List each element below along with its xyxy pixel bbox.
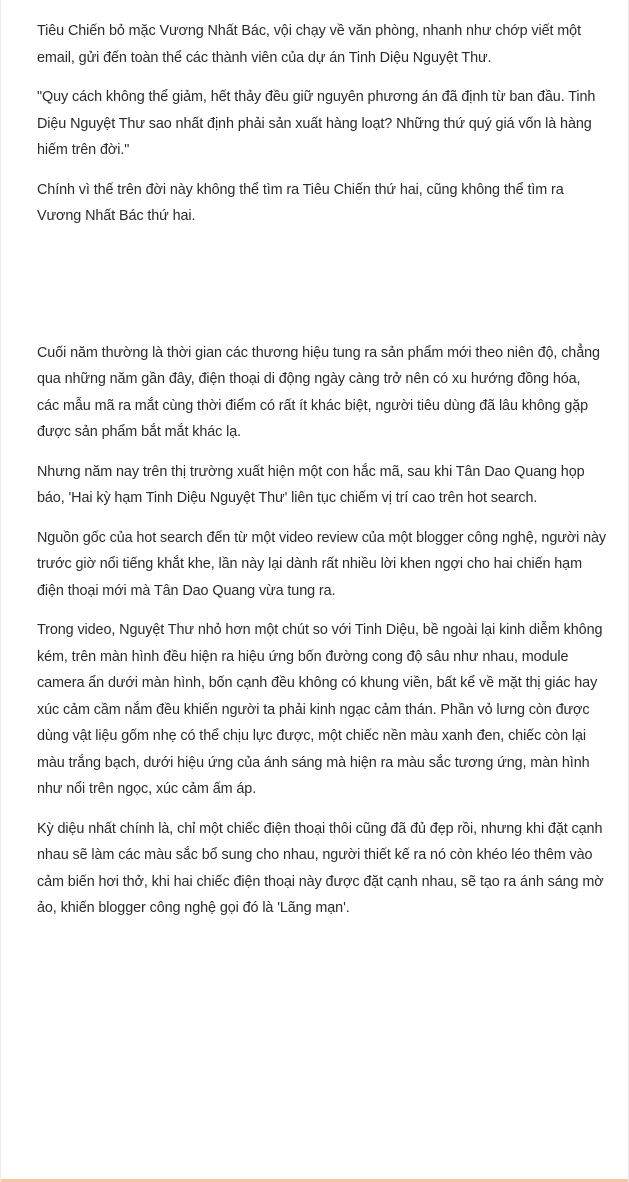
article-paragraph: Nguồn gốc của hot search đến từ một video review của một blogger công nghệ, người này trước giờ nổi tiếng khắt khe, lần này lại dành rất nhiều lời khen ngợi cho hai chiến hạm điện thoại mới mà Tân Dao Quang vừa tung ra. [37, 529, 606, 599]
article-paragraph: "Quy cách không thể giảm, hết thảy đều giữ nguyên phương án đã định từ ban đầu. Tinh Diệu Nguyệt Thư sao nhất định phải sản xuất hàng loạt? Những thứ quý giá vốn là hàng hiếm trên đời." [37, 89, 596, 158]
article-paragraph: Nhưng năm nay trên thị trường xuất hiện một con hắc mã, sau khi Tân Dao Quang họp báo, 'Hai kỳ hạm Tinh Diệu Nguyệt Thư' liên tục chiếm vị trí cao trên hot search. [37, 463, 585, 506]
article-paragraph: Kỳ diệu nhất chính là, chỉ một chiếc điện thoại thôi cũng đã đủ đẹp rồi, nhưng khi đặt cạnh nhau sẽ làm các màu sắc bổ sung cho nhau, người thiết kế ra nó còn khéo léo thêm vào cảm biến hơi thở, khi hai chiếc điện thoại này được đặt cạnh nhau, sẽ tạo ra ánh sáng mờ ảo, khiến blogger công nghệ gọi đó là 'Lãng mạn'. [37, 820, 604, 916]
article-paragraph: Chính vì thế trên đời này không thể tìm ra Tiêu Chiến thứ hai, cũng không thể tìm ra Vương Nhất Bác thứ hai. [37, 181, 564, 224]
article-body [37, 18, 606, 922]
article-paragraph: Trong video, Nguyệt Thư nhỏ hơn một chút so với Tinh Diệu, bề ngoài lại kinh diễm không kém, trên màn hình đều hiện ra hiệu ứng bốn đường cong độ sâu như nhau, module camera ẩn dưới màn hình, bốn cạnh đều không có khung viền, bất kể về mặt thị giác hay xúc cảm cầm nắm đều khiến người ta phải kinh ngạc cảm thán. Phần vỏ lưng còn được dùng vật liệu gốm nhẹ có thể chịu lực được, một chiếc nền màu xanh đen, chiếc còn lại màu trắng bạch, dưới hiệu ứng của ánh sáng mà hiện ra màu sắc tương ứng, màn hình như nổi trên ngọc, xúc cảm ấm áp. [37, 622, 603, 797]
article-paragraph: Cuối năm thường là thời gian các thương hiệu tung ra sản phẩm mới theo niên độ, chẳng qua những năm gần đây, điện thoại di động ngày càng trở nên có xu hướng đồng hóa, các mẫu mã ra mắt cùng thời điểm có rất ít khác biệt, người tiêu dùng đã lâu không gặp được sản phẩm bắt mắt khác lạ. [37, 344, 600, 440]
article-paragraph: Tiêu Chiến bỏ mặc Vương Nhất Bác, vội chạy về văn phòng, nhanh như chớp viết một email, gửi đến toàn thể các thành viên của dự án Tinh Diệu Nguyệt Thư. [37, 23, 581, 66]
